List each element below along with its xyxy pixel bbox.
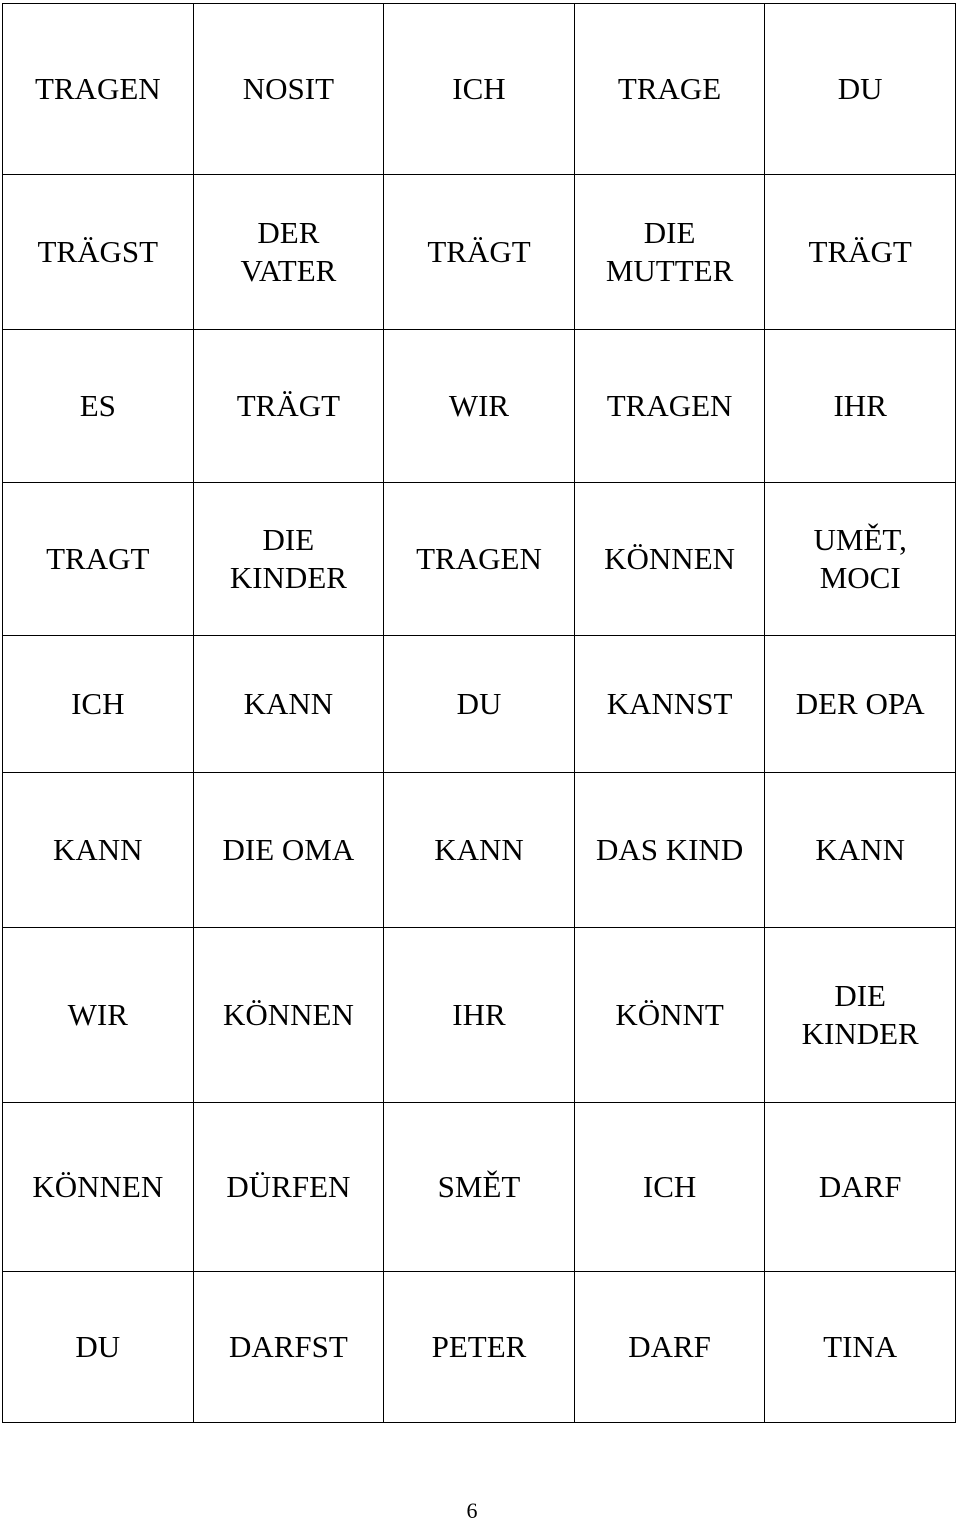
word-card-text: DÜRFEN	[226, 1169, 351, 1204]
grid-row	[3, 175, 956, 330]
word-card-text: TRÄGT	[808, 234, 912, 269]
word-card-text: TRÄGST	[37, 234, 159, 269]
word-card	[574, 1272, 765, 1423]
word-card-text: DARF	[818, 1169, 902, 1204]
word-card	[765, 4, 956, 175]
word-card	[3, 4, 194, 175]
word-card	[384, 1103, 575, 1272]
word-card-text: WIR	[67, 997, 128, 1032]
word-card	[384, 483, 575, 636]
word-card-text: TRAGEN	[416, 541, 542, 576]
word-card-text: ICH	[71, 686, 125, 721]
word-card	[3, 1272, 194, 1423]
word-card	[193, 330, 384, 483]
word-card	[3, 330, 194, 483]
word-card-text: TRAGEN	[34, 71, 161, 106]
word-card	[574, 773, 765, 928]
word-card	[193, 773, 384, 928]
word-card-text: ICH	[642, 1169, 697, 1204]
word-card-text: TRAGE	[617, 71, 722, 106]
word-card	[193, 483, 384, 636]
grid-row	[3, 330, 956, 483]
word-card	[3, 636, 194, 773]
word-card-text: TRAGT	[46, 541, 150, 576]
word-card	[765, 636, 956, 773]
word-card	[574, 636, 765, 773]
word-card-text: KANN	[815, 832, 905, 867]
word-card-text: DER OPA	[795, 686, 925, 721]
word-card-text: DARFST	[228, 1329, 348, 1364]
page-number: 6	[466, 1498, 478, 1523]
word-card	[3, 175, 194, 330]
word-card-text: DIE KINDER	[801, 978, 919, 1051]
word-card	[384, 330, 575, 483]
word-card-text: IHR	[833, 388, 887, 423]
word-card	[765, 1272, 956, 1423]
word-card-text: DAS KIND	[595, 832, 744, 867]
word-card-text: DIE OMA	[222, 832, 355, 867]
word-card-text: DU	[456, 686, 502, 721]
word-card-grid	[2, 3, 956, 1423]
word-card-text: KANNST	[606, 686, 733, 721]
word-card	[193, 4, 384, 175]
word-card	[384, 928, 575, 1103]
word-card	[3, 483, 194, 636]
grid-body	[3, 4, 956, 1423]
word-card-text: DU	[837, 71, 883, 106]
grid-row	[3, 1272, 956, 1423]
word-card	[193, 928, 384, 1103]
word-card	[3, 928, 194, 1103]
grid-row	[3, 773, 956, 928]
word-card	[574, 4, 765, 175]
word-card-text: TRÄGT	[427, 234, 531, 269]
word-card	[765, 773, 956, 928]
word-card	[765, 330, 956, 483]
word-card	[574, 175, 765, 330]
word-card	[384, 1272, 575, 1423]
grid-row	[3, 1103, 956, 1272]
word-card	[3, 1103, 194, 1272]
word-card	[193, 1272, 384, 1423]
word-card-text: KÖNNEN	[222, 997, 354, 1032]
word-card-text: KÖNNEN	[604, 541, 736, 576]
word-card	[193, 1103, 384, 1272]
word-card-text: KANN	[434, 832, 524, 867]
word-card-text: DU	[75, 1329, 121, 1364]
word-card-text: SMĚT	[437, 1169, 521, 1204]
word-card-text: UMĚT, MOCI	[813, 522, 907, 595]
word-card-text: KANN	[243, 686, 334, 721]
word-card-text: TINA	[823, 1329, 898, 1364]
word-card-text: IHR	[452, 997, 506, 1032]
word-card	[193, 636, 384, 773]
word-card	[384, 4, 575, 175]
word-card	[765, 483, 956, 636]
word-card	[765, 1103, 956, 1272]
word-card-text: ICH	[452, 71, 506, 106]
word-card-text: DIE MUTTER	[605, 215, 734, 288]
word-card	[384, 636, 575, 773]
word-card-text: TRÄGT	[236, 388, 341, 423]
word-card	[765, 175, 956, 330]
word-card-text: KÖNNEN	[32, 1169, 164, 1204]
word-card	[574, 928, 765, 1103]
word-card-text: WIR	[448, 388, 510, 423]
grid-row	[3, 928, 956, 1103]
word-card-text: PETER	[431, 1329, 527, 1364]
word-card	[574, 1103, 765, 1272]
word-card-text: NOSIT	[242, 71, 335, 106]
word-card	[574, 483, 765, 636]
word-card	[765, 928, 956, 1103]
word-card	[574, 330, 765, 483]
grid-row	[3, 636, 956, 773]
word-card-text: KÖNNT	[615, 997, 724, 1032]
word-card-text: DIE KINDER	[229, 522, 347, 595]
word-card	[193, 175, 384, 330]
word-card	[384, 773, 575, 928]
word-card	[3, 773, 194, 928]
grid-row	[3, 483, 956, 636]
word-card-text: KANN	[53, 832, 143, 867]
word-card	[384, 175, 575, 330]
word-card-text: TRAGEN	[606, 388, 733, 423]
word-card-text: DER VATER	[240, 215, 337, 288]
grid-row	[3, 4, 956, 175]
word-card-text: ES	[79, 388, 116, 423]
word-card-text: DARF	[628, 1329, 711, 1364]
